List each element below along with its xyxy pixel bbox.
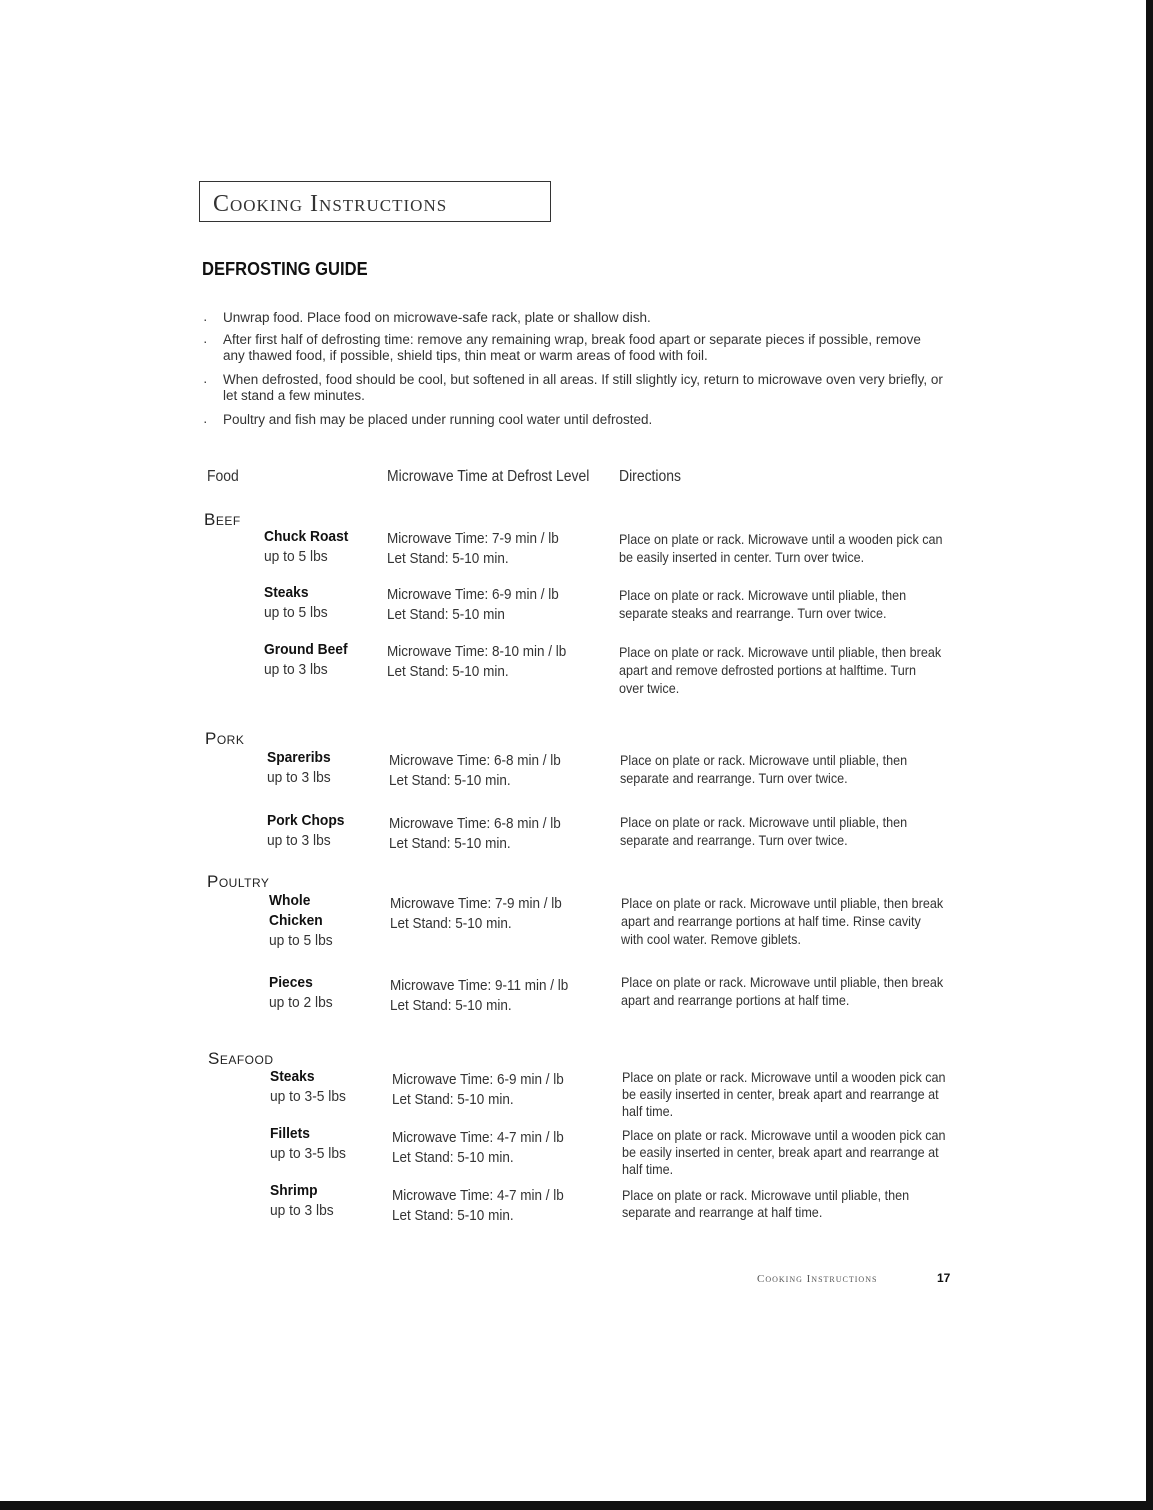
scan-edge-right — [1146, 0, 1153, 1510]
defrost-time — [387, 642, 566, 682]
food-name: Ground Beef — [264, 641, 348, 658]
bullet-marker: · — [203, 312, 208, 327]
column-header-time: Microwave Time at Defrost Level — [387, 468, 590, 485]
microwave-time: Microwave Time: 4-7 min / lb — [392, 1129, 564, 1146]
category-label: Pork — [205, 729, 245, 748]
bullet-marker: · — [203, 334, 208, 349]
defrost-time — [392, 1186, 564, 1226]
directions-text: Place on plate or rack. Microwave until pliable, then break apart and rearrange portions at half time. — [621, 974, 944, 1008]
bullet-text: After first half of defrosting time: remove any remaining wrap, break food apart or separate pieces if possible, remove any thawed food, if possible, shield tips, thin meat or warm areas of food with foil. — [223, 332, 921, 363]
food-weight: up to 5 lbs — [264, 604, 328, 621]
defrost-time — [392, 1128, 564, 1168]
microwave-time: Microwave Time: 4-7 min / lb — [392, 1187, 564, 1204]
directions-text: Place on plate or rack. Microwave until pliable, then break apart and remove defrosted portions at halftime. Turn over twice. — [619, 644, 942, 696]
food-weight: up to 3 lbs — [267, 832, 331, 849]
defrost-time — [389, 814, 561, 854]
stand-time: Let Stand: 5-10 min. — [387, 663, 509, 680]
directions-text: Place on plate or rack. Microwave until pliable, then separate and rearrange. Turn over twice. — [620, 814, 908, 848]
column-header-directions: Directions — [619, 468, 682, 485]
page-heading: DEFROSTING GUIDE — [202, 259, 368, 279]
microwave-time: Microwave Time: 8-10 min / lb — [387, 643, 567, 660]
bullet-text: When defrosted, food should be cool, but softened in all areas. If still slightly icy, return to microwave oven very briefly, or let stand a few minutes. — [223, 372, 943, 403]
food-weight: up to 3-5 lbs — [270, 1088, 346, 1105]
food-item — [264, 527, 348, 567]
food-item — [270, 1067, 346, 1107]
stand-time: Let Stand: 5-10 min. — [387, 550, 509, 567]
microwave-time: Microwave Time: 7-9 min / lb — [390, 895, 562, 912]
microwave-time: Microwave Time: 6-9 min / lb — [392, 1071, 564, 1088]
food-item — [267, 811, 344, 851]
category-label: Poultry — [207, 872, 270, 891]
food-item — [267, 748, 331, 788]
defrost-time — [387, 529, 559, 569]
directions-text: Place on plate or rack. Microwave until pliable, then separate and rearrange. Turn over twice. — [620, 752, 908, 786]
defrost-time — [389, 751, 561, 791]
food-item — [269, 891, 333, 951]
food-weight: up to 3 lbs — [267, 769, 331, 786]
bullet-marker: · — [203, 374, 208, 389]
defrost-time — [392, 1070, 564, 1110]
bullet-text: Poultry and fish may be placed under running cool water until defrosted. — [223, 412, 653, 427]
column-header-food: Food — [207, 468, 239, 485]
food-name: Shrimp — [270, 1182, 318, 1199]
directions-text: Place on plate or rack. Microwave until a wooden pick can be easily inserted in center, break apart and rearrange at half time. — [622, 1069, 946, 1119]
stand-time: Let Stand: 5-10 min. — [390, 997, 512, 1014]
food-name: Chuck Roast — [264, 528, 349, 545]
directions-text: Place on plate or rack. Microwave until a wooden pick can be easily inserted in center. Turn over twice. — [619, 531, 943, 565]
food-weight: up to 3 lbs — [264, 661, 328, 678]
scan-edge-bottom — [0, 1501, 1153, 1510]
microwave-time: Microwave Time: 6-8 min / lb — [389, 815, 561, 832]
food-name: Spareribs — [267, 749, 331, 766]
microwave-time: Microwave Time: 7-9 min / lb — [387, 530, 559, 547]
stand-time: Let Stand: 5-10 min. — [390, 915, 512, 932]
stand-time: Let Stand: 5-10 min. — [392, 1207, 514, 1224]
directions-text: Place on plate or rack. Microwave until pliable, then break apart and rearrange portions at half time. Rinse cavity with cool water. Remove giblets. — [621, 895, 944, 947]
directions-text: Place on plate or rack. Microwave until a wooden pick can be easily inserted in center, break apart and rearrange at half time. — [622, 1127, 946, 1177]
stand-time: Let Stand: 5-10 min — [387, 606, 505, 623]
food-weight: up to 2 lbs — [269, 994, 333, 1011]
directions-text: Place on plate or rack. Microwave until pliable, then separate steaks and rearrange. Turn over twice. — [619, 587, 907, 621]
defrost-time — [390, 894, 562, 934]
stand-time: Let Stand: 5-10 min. — [392, 1091, 514, 1108]
food-item — [264, 583, 328, 623]
food-weight: up to 5 lbs — [264, 548, 328, 565]
food-name: Fillets — [270, 1125, 310, 1142]
food-item — [269, 973, 333, 1013]
food-name: Whole Chicken — [269, 892, 323, 929]
stand-time: Let Stand: 5-10 min. — [389, 835, 511, 852]
food-item — [264, 640, 348, 680]
food-name: Pieces — [269, 974, 313, 991]
page-number: 17 — [937, 1271, 951, 1285]
directions-text: Place on plate or rack. Microwave until pliable, then separate and rearrange at half time. — [622, 1187, 910, 1220]
microwave-time: Microwave Time: 6-8 min / lb — [389, 752, 561, 769]
defrost-time — [387, 585, 559, 625]
microwave-time: Microwave Time: 6-9 min / lb — [387, 586, 559, 603]
food-weight: up to 3 lbs — [270, 1202, 334, 1219]
food-name: Steaks — [270, 1068, 315, 1085]
stand-time: Let Stand: 5-10 min. — [389, 772, 511, 789]
footer-section-title: Cooking Instructions — [757, 1273, 878, 1285]
bullet-text: Unwrap food. Place food on microwave-safe rack, plate or shallow dish. — [223, 310, 651, 325]
microwave-time: Microwave Time: 9-11 min / lb — [390, 977, 569, 994]
category-label: Seafood — [208, 1049, 274, 1068]
food-weight: up to 5 lbs — [269, 932, 333, 949]
bullet-marker: · — [203, 414, 208, 429]
category-label: Beef — [204, 510, 241, 529]
defrost-time — [390, 976, 568, 1016]
food-name: Pork Chops — [267, 812, 345, 829]
section-title: Cooking Instructions — [213, 191, 448, 217]
stand-time: Let Stand: 5-10 min. — [392, 1149, 514, 1166]
food-name: Steaks — [264, 584, 309, 601]
food-weight: up to 3-5 lbs — [270, 1145, 346, 1162]
food-item — [270, 1181, 334, 1221]
food-item — [270, 1124, 346, 1164]
